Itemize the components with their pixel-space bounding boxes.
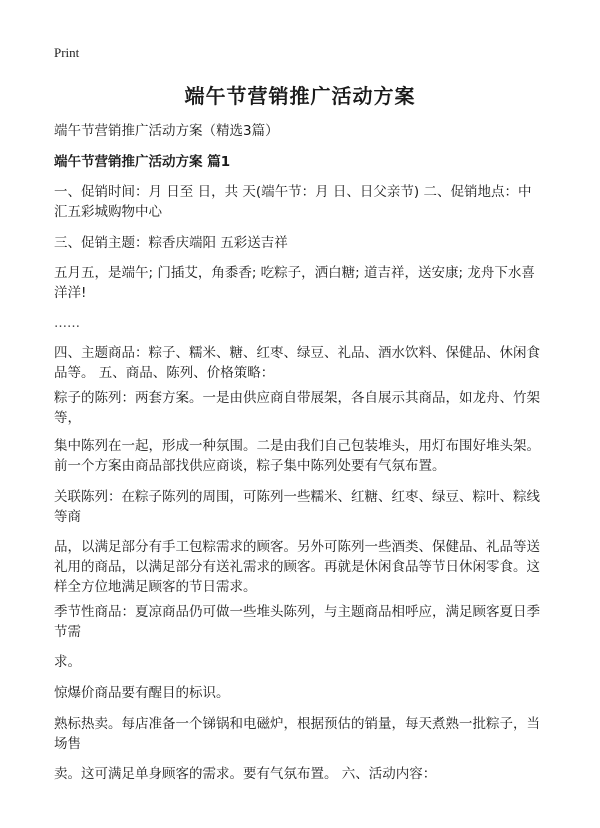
text-line: 熟标热卖。每店准备一个锑锅和电磁炉，根据预估的销量，每天煮熟一批粽子，当	[54, 716, 540, 732]
text-line: 求。	[54, 654, 81, 670]
text-line: 等商	[54, 509, 81, 525]
document-subtitle: 端午节营销推广活动方案（精选3篇）	[54, 123, 279, 139]
text-line: 节需	[54, 624, 81, 640]
text-line: 季节性商品：夏凉商品仍可做一些堆头陈列，与主题商品相呼应，满足顾客夏日季	[54, 604, 540, 620]
text-line: 场售	[54, 736, 81, 752]
text-line: 集中陈列在一起，形成一种氛围。二是由我们自己包装堆头，用灯布围好堆头架。	[54, 438, 540, 454]
ellipsis: ……	[54, 316, 80, 331]
text-line: 五月五，是端午; 门插艾，角黍香; 吃粽子，洒白糖; 道吉祥，送安康; 龙舟下水喜	[54, 265, 535, 281]
text-line: 粽子的陈列：两套方案。一是由供应商自带展架，各自展示其商品，如龙舟、竹架	[54, 390, 540, 406]
text-line: 一、促销时间：月 日至 日，共 天(端午节：月 日、日父亲节) 二、促销地点：中	[54, 184, 532, 200]
text-line: 洋洋!	[54, 285, 87, 301]
text-line: 三、促销主题：粽香庆端阳 五彩送吉祥	[54, 235, 288, 251]
print-label: Print	[54, 45, 80, 60]
text-line: 前一个方案由商品部找供应商谈，粽子集中陈列处要有气氛布置。	[54, 458, 446, 474]
text-line: 礼用的商品，以满足部分有送礼需求的顾客。再就是休闲食品等节日休闲零食。这	[54, 559, 540, 575]
text-line: 样全方位地满足顾客的节日需求。	[54, 579, 257, 595]
document-title: 端午节营销推广活动方案	[184, 84, 416, 108]
text-line: 品，以满足部分有手工包粽需求的顾客。另外可陈列一些酒类、保健品、礼品等送	[54, 539, 540, 555]
text-line: 四、主题商品：粽子、糯米、糖、红枣、绿豆、礼品、酒水饮料、保健品、休闲食	[54, 345, 540, 361]
section-heading: 端午节营销推广活动方案 篇1	[54, 154, 231, 170]
text-line: 品等。 五、商品、陈列、价格策略：	[54, 365, 275, 381]
text-line: 卖。这可满足单身顾客的需求。要有气氛布置。 六、活动内容：	[54, 766, 437, 782]
text-line: 惊爆价商品要有醒目的标识。	[54, 685, 230, 701]
text-line: 等，	[54, 410, 81, 426]
text-line: 关联陈列：在粽子陈列的周围，可陈列一些糯米、红糖、红枣、绿豆、粽叶、粽线	[54, 489, 540, 505]
text-line: 汇五彩城购物中心	[54, 204, 162, 220]
